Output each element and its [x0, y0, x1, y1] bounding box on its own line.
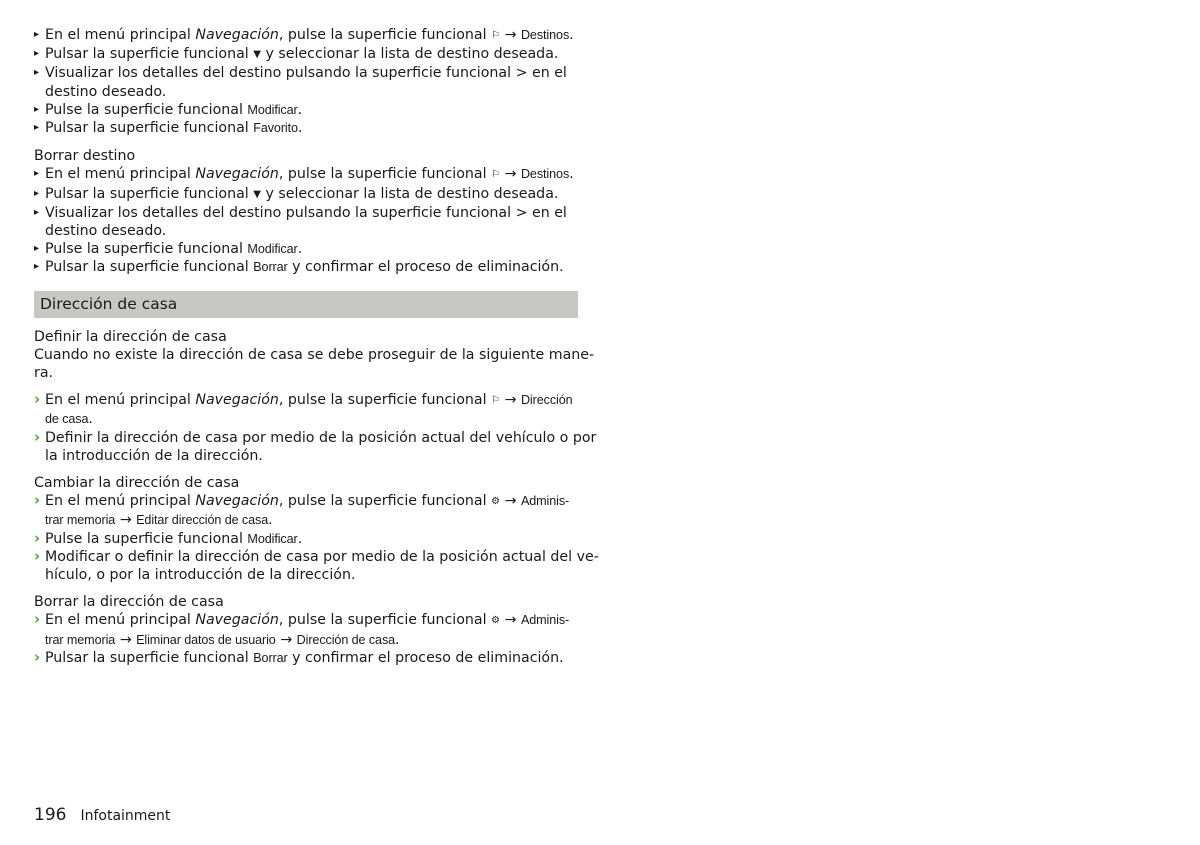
subheading-cambiar: Cambiar la dirección de casa — [34, 475, 240, 492]
step-line: ▸ En el menú principal Navegación, pulse la superficie funcional ⚐ → Destinos. — [34, 165, 578, 184]
intro-text: ra. — [34, 365, 54, 382]
step-line: › Modificar o definir la dirección de casa por medio de la posición actual del ve- — [34, 546, 599, 565]
triangle-bullet-icon: ▸ — [34, 122, 40, 134]
step-line: › Definir la dirección de casa por medio de la posición actual del vehículo o por — [34, 427, 597, 446]
dropdown-arrow-icon: ▼ — [253, 49, 261, 61]
triangle-bullet-icon: ▸ — [34, 206, 40, 218]
step-line: ▸ Pulsar la superficie funcional Borrar y confirmar el proceso de eliminación. — [34, 259, 564, 276]
section-heading-direccion-de-casa: Dirección de casa — [34, 291, 578, 318]
step-line: ▸ Visualizar los detalles del destino pulsando la superficie funcional > en el — [34, 204, 567, 221]
step-continuation: hículo, o por la introducción de la dirección. — [45, 567, 356, 584]
step-line: › En el menú principal Navegación, pulse la superficie funcional ⚙ → Adminis- — [34, 492, 578, 511]
settings-gear-icon: ⚙ — [491, 496, 501, 508]
chapter-title: Infotainment — [80, 808, 171, 824]
step-line: ▸ Pulse la superficie funcional Modificar. — [34, 241, 303, 258]
step-continuation: trar memoria → Eliminar datos de usuario → Dirección de casa. — [45, 631, 400, 648]
step-line: ▸ Visualizar los detalles del destino pulsando la superficie funcional > en el — [34, 65, 567, 82]
chevron-bullet-icon: › — [34, 390, 41, 409]
step-line: ▸ Pulsar la superficie funcional Favorito. — [34, 120, 303, 137]
step-line: › Pulse la superficie funcional Modificar. — [34, 528, 303, 547]
settings-gear-icon: ⚙ — [491, 615, 501, 627]
step-line: › Pulsar la superficie funcional Borrar y confirmar el proceso de eliminación. — [34, 647, 564, 666]
subheading-definir: Definir la dirección de casa — [34, 328, 227, 345]
triangle-bullet-icon: ▸ — [34, 261, 40, 273]
step-line: › En el menú principal Navegación, pulse la superficie funcional ⚐ → Dirección — [34, 391, 578, 410]
triangle-bullet-icon: ▸ — [34, 67, 40, 79]
triangle-bullet-icon: ▸ — [34, 103, 40, 115]
chevron-bullet-icon: › — [34, 546, 41, 565]
chevron-bullet-icon: › — [34, 491, 41, 510]
navigation-destinations-icon: ⚐ — [491, 30, 501, 41]
page-footer — [34, 805, 170, 825]
chevron-bullet-icon: › — [34, 528, 41, 547]
triangle-bullet-icon: ▸ — [34, 243, 40, 255]
step-line: ▸ Pulsar la superficie funcional ▼ y seleccionar la lista de destino deseada. — [34, 185, 578, 204]
document-page — [34, 26, 599, 667]
navigation-destinations-icon: ⚐ — [491, 169, 501, 181]
subheading-borrar-destino: Borrar destino — [34, 148, 136, 165]
chevron-bullet-icon: › — [34, 427, 41, 446]
triangle-bullet-icon: ▸ — [34, 168, 40, 180]
subheading-borrar-direccion: Borrar la dirección de casa — [34, 594, 224, 611]
chevron-bullet-icon: › — [34, 647, 41, 666]
dropdown-arrow-icon: ▼ — [253, 188, 261, 200]
step-line: ▸ En el menú principal Navegación, pulse la superficie funcional ⚐ → Destinos. — [34, 26, 578, 45]
step-line: ▸ Pulse la superficie funcional Modificar. — [34, 101, 303, 118]
page-number: 196 — [34, 805, 67, 825]
triangle-bullet-icon: ▸ — [34, 187, 40, 199]
navigation-destinations-icon: ⚐ — [491, 395, 501, 407]
chevron-bullet-icon: › — [34, 610, 41, 629]
step-line: › En el menú principal Navegación, pulse la superficie funcional ⚙ → Adminis- — [34, 611, 578, 630]
step-continuation: destino deseado. — [45, 223, 167, 240]
intro-text: Cuando no existe la dirección de casa se debe proseguir de la siguiente mane- — [34, 346, 595, 363]
step-line: ▸ Pulsar la superficie funcional ▼ y seleccionar la lista de destino deseada. — [34, 45, 578, 64]
step-continuation: destino deseado. — [45, 83, 167, 100]
triangle-bullet-icon: ▸ — [34, 29, 40, 40]
step-continuation: la introducción de la dirección. — [45, 447, 263, 464]
triangle-bullet-icon: ▸ — [34, 48, 40, 60]
step-continuation: trar memoria → Editar dirección de casa. — [45, 512, 273, 529]
step-continuation: de casa. — [45, 411, 93, 428]
